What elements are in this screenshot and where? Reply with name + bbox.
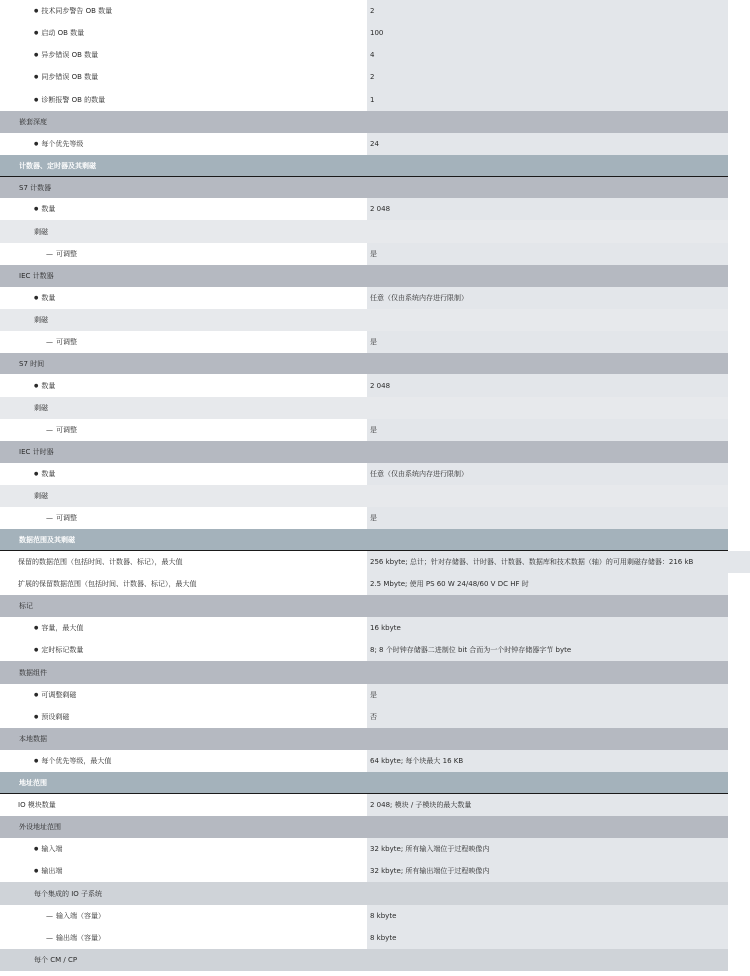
spec-value: 256 kbyte; 总计；针对存储器、计时器、计数器、数据库和技术数据（轴）的可用剩磁存储器：216 kB — [367, 551, 750, 573]
spec-value: 100 — [367, 22, 728, 44]
spec-row — [0, 243, 750, 265]
spec-label: ● 每个优先等级 — [34, 139, 83, 149]
group-title: S7 时间 — [19, 359, 45, 368]
spec-value: 2 — [367, 66, 728, 88]
spec-label: 保留的数据范围（包括时间、计数器、标记），最大值 — [18, 558, 183, 566]
group-header — [0, 595, 728, 617]
spec-row — [0, 463, 750, 485]
spec-label: — 可调整 — [46, 425, 77, 435]
spec-row — [0, 198, 750, 220]
spec-value: 8; 8 个时钟存储器二进制位 bit 合而为一个时钟存储器字节 byte — [367, 639, 728, 661]
spec-label: ● 预设剩磁 — [34, 712, 69, 722]
spec-label: — 可调整 — [46, 337, 77, 347]
spec-label: — 输入端（容量） — [46, 911, 105, 921]
group-title: 每个 CM / CP — [34, 956, 78, 964]
spec-value: 是 — [367, 684, 728, 706]
spec-row — [0, 551, 750, 573]
spec-value: 32 kbyte; 所有输入端位于过程映像内 — [367, 838, 728, 860]
spec-label: ● 数量 — [34, 381, 55, 391]
spec-value: 2 048 — [367, 198, 728, 220]
spec-row — [0, 794, 750, 816]
spec-label: IO 模块数量 — [18, 801, 56, 809]
spec-label: ● 每个优先等级，最大值 — [34, 756, 111, 766]
spec-row — [0, 750, 750, 772]
group-header — [0, 265, 728, 287]
spec-value: 任意（仅由系统内存进行限制） — [367, 287, 728, 309]
group-header — [0, 728, 728, 750]
spec-label: ● 输入端 — [34, 844, 62, 854]
spec-value: 1 — [367, 88, 728, 111]
group-title: 剩磁 — [34, 227, 48, 236]
spec-row — [0, 374, 750, 397]
group-title: 剩磁 — [34, 316, 48, 324]
spec-value: 32 kbyte; 所有输出端位于过程映像内 — [367, 860, 728, 882]
spec-label: ● 数量 — [34, 293, 55, 303]
spec-row — [0, 419, 750, 441]
group-header — [0, 816, 728, 838]
spec-label: ● 定时标记数量 — [34, 645, 83, 655]
subgroup-header — [0, 882, 728, 905]
spec-label: ● 可调整剩磁 — [34, 690, 76, 700]
spec-row — [0, 639, 750, 661]
spec-label: ● 输出端 — [34, 866, 62, 876]
spec-label: ● 诊断报警 OB 的数量 — [34, 95, 105, 105]
subgroup-header — [0, 309, 728, 331]
spec-row — [0, 905, 750, 927]
spec-label: ● 容量，最大值 — [34, 623, 83, 633]
spec-row — [0, 22, 750, 44]
group-title: 嵌套深度 — [19, 118, 47, 126]
section-title: 地址范围 — [19, 778, 47, 787]
spec-value: 64 kbyte; 每个块最大 16 KB — [367, 750, 728, 772]
spec-label: ● 技术同步警告 OB 数量 — [34, 6, 112, 16]
section-title: 计数器、定时器及其剩磁 — [19, 161, 96, 170]
spec-row — [0, 133, 750, 155]
spec-label: ● 异步错误 OB 数量 — [34, 50, 98, 60]
group-title: 剩磁 — [34, 492, 48, 500]
group-title: IEC 计数器 — [19, 272, 54, 280]
spec-value: 16 kbyte — [367, 617, 728, 639]
spec-value: 是 — [367, 243, 728, 265]
spec-row — [0, 507, 750, 529]
spec-row — [0, 44, 750, 66]
group-title: IEC 计时器 — [19, 448, 54, 456]
spec-label: — 输出端（容量） — [46, 933, 105, 943]
group-header — [0, 441, 728, 463]
spec-value: 2 — [367, 0, 728, 22]
spec-value: 2 048; 模块 / 子模块的最大数量 — [367, 794, 728, 816]
spec-row — [0, 331, 750, 353]
subgroup-header — [0, 220, 728, 243]
spec-label: 扩展的保留数据范围（包括时间、计数器、标记），最大值 — [18, 580, 197, 588]
group-header — [0, 111, 728, 133]
spec-row — [0, 927, 750, 949]
spec-row — [0, 860, 750, 882]
group-title: 本地数据 — [19, 735, 47, 743]
spec-row — [0, 617, 750, 639]
spec-value: 8 kbyte — [367, 927, 728, 949]
group-header — [0, 177, 728, 198]
group-title: 剩磁 — [34, 404, 48, 412]
group-title: 标记 — [19, 602, 33, 610]
spec-row — [0, 706, 750, 728]
spec-row — [0, 684, 750, 706]
spec-label: ● 数量 — [34, 204, 55, 214]
spec-value: 是 — [367, 507, 728, 529]
group-header — [0, 661, 728, 684]
spec-value: 8 kbyte — [367, 905, 728, 927]
subgroup-header — [0, 949, 728, 971]
group-title: S7 计数器 — [19, 183, 52, 192]
spec-row — [0, 0, 750, 22]
subgroup-header — [0, 485, 728, 507]
spec-value: 任意（仅由系统内存进行限制） — [367, 463, 728, 485]
subgroup-header — [0, 397, 728, 419]
spec-label: — 可调整 — [46, 249, 77, 259]
section-title: 数据范围及其剩磁 — [19, 535, 75, 544]
spec-row — [0, 573, 750, 595]
section-header — [0, 155, 728, 177]
spec-value: 2 048 — [367, 374, 728, 397]
spec-value: 是 — [367, 419, 728, 441]
spec-value: 2.5 Mbyte; 使用 PS 60 W 24/48/60 V DC HF 时 — [367, 573, 728, 595]
spec-row — [0, 838, 750, 860]
spec-value: 24 — [367, 133, 728, 155]
section-header — [0, 772, 728, 794]
spec-value: 是 — [367, 331, 728, 353]
section-header — [0, 529, 728, 551]
spec-value: 4 — [367, 44, 728, 66]
spec-row — [0, 66, 750, 88]
group-header — [0, 353, 728, 374]
spec-label: ● 数量 — [34, 469, 55, 479]
spec-label: ● 同步错误 OB 数量 — [34, 72, 98, 82]
group-title: 数据组件 — [19, 668, 47, 677]
spec-label: — 可调整 — [46, 513, 77, 523]
spec-row — [0, 287, 750, 309]
group-title: 每个集成的 IO 子系统 — [34, 889, 103, 898]
group-title: 外设地址范围 — [19, 823, 61, 831]
spec-value: 否 — [367, 706, 728, 728]
spec-row — [0, 88, 750, 111]
spec-label: ● 启动 OB 数量 — [34, 28, 84, 38]
